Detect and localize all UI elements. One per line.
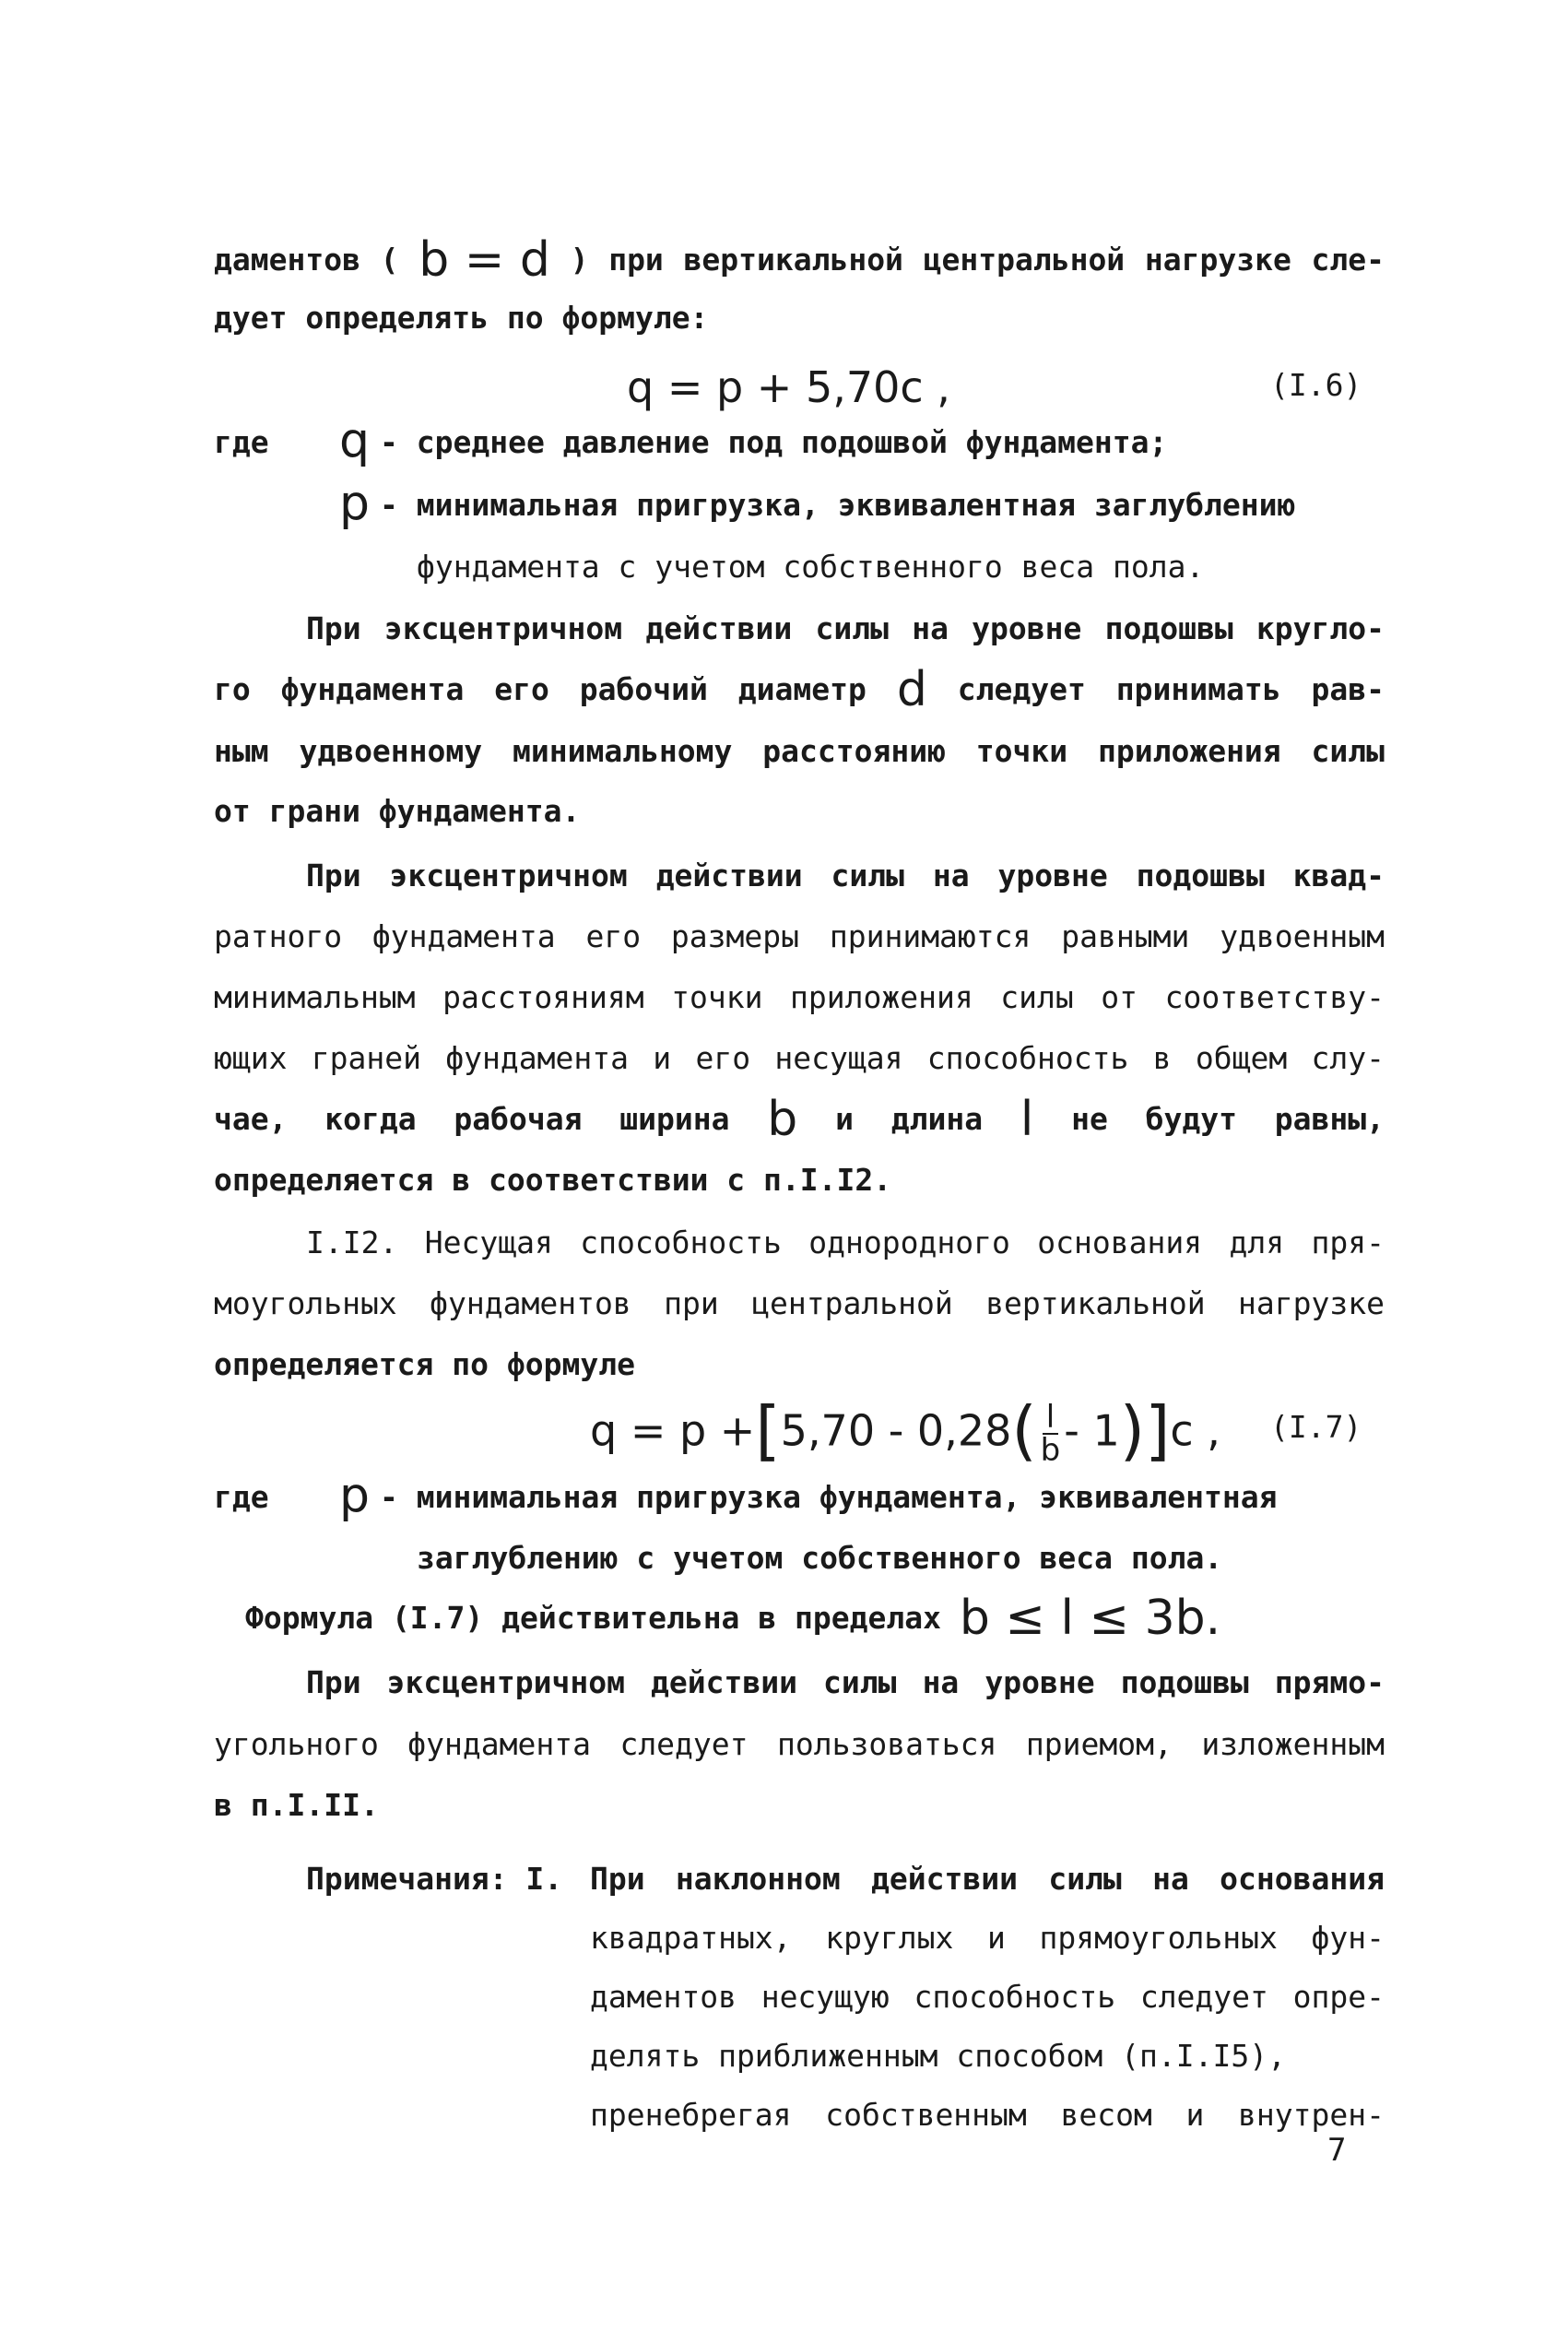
intro-line-2: дует определять по формуле: (214, 300, 709, 336)
round-line-4: от грани фундамента. (214, 793, 581, 829)
notes-line-2: квадратных, круглых и прямоугольных фун- (590, 1920, 1385, 1956)
math-validity-range: b ≤ l ≤ 3b. (959, 1591, 1221, 1646)
p2-description-1: - минимальная пригрузка фундамента, эквивалентная (380, 1479, 1278, 1515)
formula-1-7: q = p +[5,70 - 0,28( $\frac{l}{b}$ - 1)]c , (590, 1392, 1220, 1469)
p-description-1: - минимальная пригрузка, эквивалентная заглублению (380, 487, 1296, 523)
formula-1-7-number: (I.7) (1270, 1409, 1362, 1445)
formula-1-6: q = p + 5,70c , (627, 362, 950, 412)
p112-line-2: моугольных фундаментов при центральной вертикальной нагрузке (214, 1285, 1385, 1321)
notes-label: Примечания: I. (306, 1861, 563, 1897)
math-b-equals-d: b = d (419, 232, 550, 288)
symbol-p: p (339, 476, 371, 531)
rect-line-3: в п.I.II. (214, 1787, 379, 1823)
rect-line-2: угольного фундамента следует пользоваться приемом, изложенным (214, 1726, 1385, 1762)
where-label-1: где (214, 424, 269, 460)
notes-line-4: делять приближенным способом (п.I.I5), (590, 2038, 1286, 2074)
math-d: d (896, 662, 927, 717)
rect-line-1: При эксцентричном действии силы на уровне подошвы прямо- (306, 1664, 1385, 1700)
p112-line-1: I.I2. Несущая способность однородного основания для пря- (306, 1225, 1385, 1260)
square-line-5: чае, когда рабочая ширина b и длина l не будут равны, (214, 1092, 1385, 1147)
square-line-2: ратного фундамента его размеры принимаются равными удвоенным (214, 918, 1385, 954)
q-description: - среднее давление под подошвой фундамента; (380, 424, 1168, 460)
square-line-3: минимальным расстояниям точки приложения силы от соответству- (214, 979, 1385, 1015)
symbol-p-2: p (339, 1468, 371, 1523)
intro-line-1: даментов ( b = d ) при вертикальной центральной нагрузке сле- (214, 232, 1385, 288)
fraction-numerator: l (1043, 1402, 1058, 1435)
square-line-4: ющих граней фундамента и его несущая способность в общем слу- (214, 1040, 1385, 1076)
math-l: l (1020, 1092, 1034, 1147)
round-line-3: ным удвоенному минимальному расстоянию точки приложения силы (214, 733, 1385, 769)
page-number: 7 (1327, 2132, 1347, 2169)
symbol-q: q (339, 413, 371, 468)
round-line-2: го фундамента его рабочий диаметр d следует принимать рав- (214, 662, 1385, 717)
p2-description-2: заглублению с учетом собственного веса пола. (417, 1540, 1223, 1576)
math-b: b (767, 1092, 798, 1147)
square-line-1: При эксцентричном действии силы на уровне подошвы квад- (306, 858, 1385, 893)
p-description-2: фундамента с учетом собственного веса пола. (417, 549, 1205, 585)
square-line-6: определяется в соответствии с п.I.I2. (214, 1162, 892, 1198)
where-label-2: где (214, 1479, 269, 1515)
notes-line-3: даментов несущую способность следует опре- (590, 1979, 1385, 2015)
validity-line: Формула (I.7) действительна в пределах b ≤ l ≤ 3b. (245, 1591, 1221, 1646)
notes-line-5: пренебрегая собственным весом и внутрен- (590, 2097, 1385, 2133)
round-line-1: При эксцентричном действии силы на уровне подошвы кругло- (306, 610, 1385, 646)
fraction-denominator: b (1040, 1432, 1061, 1469)
notes-line-1: При наклонном действии силы на основания (590, 1861, 1385, 1897)
formula-1-6-number: (I.6) (1270, 367, 1362, 403)
p112-line-3: определяется по формуле (214, 1346, 635, 1382)
